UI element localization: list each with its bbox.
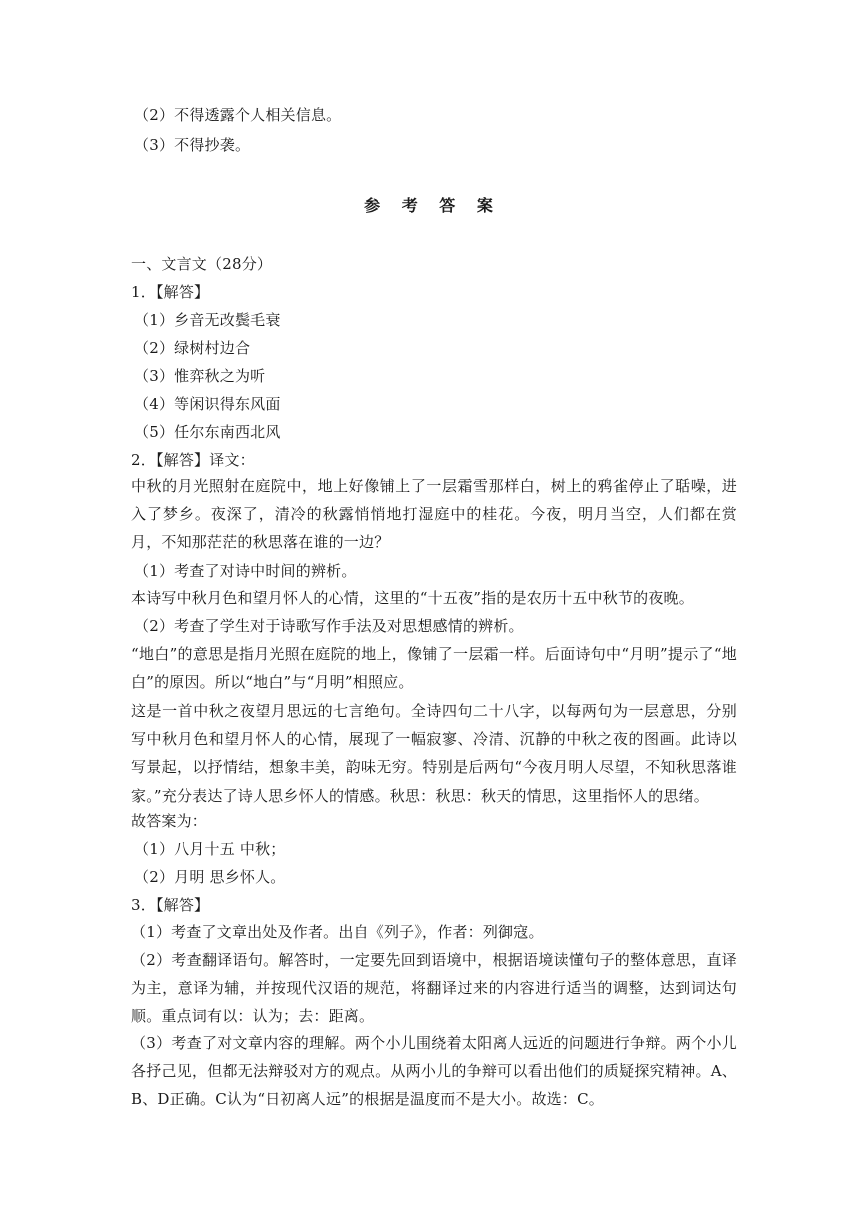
q2-part2-body2: 这是一首中秋之夜望月思远的七言绝句。全诗四句二十八字，以每两句为一层意思，分别写中秋月色和望月怀人的心情，展现了一幅寂寥、冷清、沉静的中秋之夜的图画。此诗以写景起，以抒情结，想象丰美，韵味无穷。特别是后两句“今夜月明人尽望，不知秋思落谁家。”充分表达了诗人思乡怀人的情感。秋思：秋思：秋天的情思，这里指怀人的思绪。: [131, 702, 737, 805]
q1-label: 1．【解答】: [131, 283, 210, 301]
q1-answer-2: （2）绿树村边合: [134, 339, 251, 357]
q2-part1-heading: （1）考查了对诗中时间的辨析。: [134, 562, 357, 580]
q2-translation: 中秋的月光照射在庭院中，地上好像铺上了一层霜雪那样白，树上的鸦雀停止了聒噪，进入了梦乡。夜深了，清冷的秋露悄悄地打湿庭中的桂花。今夜，明月当空，人们都在赏月，不知那茫茫的秋思落在谁的一边？: [131, 477, 737, 552]
q2-answer-2: （2）月明 思乡怀人。: [134, 868, 286, 886]
q2-part2-heading: （2）考查了学生对于诗歌写作手法及对思想感情的辨析。: [134, 617, 524, 635]
q3-part2: （2）考查翻译语句。解答时，一定要先回到语境中，根据语境读懂句子的整体意思，直译为主，意译为辅，并按现代汉语的规范，将翻译过来的内容进行适当的调整，达到词达句顺。重点词有以：认为；去：距离。: [131, 951, 737, 1026]
q1-answer-4: （4）等闲识得东风面: [134, 395, 281, 413]
note-item-3: （3）不得抄袭。: [134, 136, 251, 154]
answer-title: 参 考 答 案: [364, 196, 501, 215]
q2-answer-lead: 故答案为：: [131, 812, 208, 830]
q1-answer-3: （3）惟弈秋之为听: [134, 367, 266, 385]
q1-answer-5: （5）任尔东南西北风: [134, 423, 281, 441]
section-heading: 一、文言文（28分）: [131, 255, 273, 273]
q3-part3: （3）考查了对文章内容的理解。两个小儿围绕着太阳离人远近的问题进行争辩。两个小儿各抒己见，但都无法辩驳对方的观点。从两小儿的争辩可以看出他们的质疑探究精神。A、B、D正确。C认为“日初离人远”的根据是温度而不是大小。故选：C。: [131, 1034, 737, 1109]
q3-part1: （1）考查了文章出处及作者。出自《列子》，作者：列御寇。: [131, 923, 544, 941]
q2-part2-body1: “地白”的意思是指月光照在庭院的地上，像铺了一层霜一样。后面诗句中“月明”提示了“地白”的原因。所以“地白”与“月明”相照应。: [131, 645, 737, 692]
q2-answer-1: （1）八月十五 中秋；: [134, 840, 286, 858]
q2-part1-body: 本诗写中秋月色和望月怀人的心情，这里的“十五夜”指的是农历十五中秋节的夜晚。: [131, 589, 694, 607]
q2-label: 2．【解答】译文：: [131, 451, 255, 469]
note-item-2: （2）不得透露个人相关信息。: [134, 106, 342, 124]
q1-answer-1: （1）乡音无改鬓毛衰: [134, 311, 281, 329]
q3-label: 3．【解答】: [131, 896, 210, 914]
